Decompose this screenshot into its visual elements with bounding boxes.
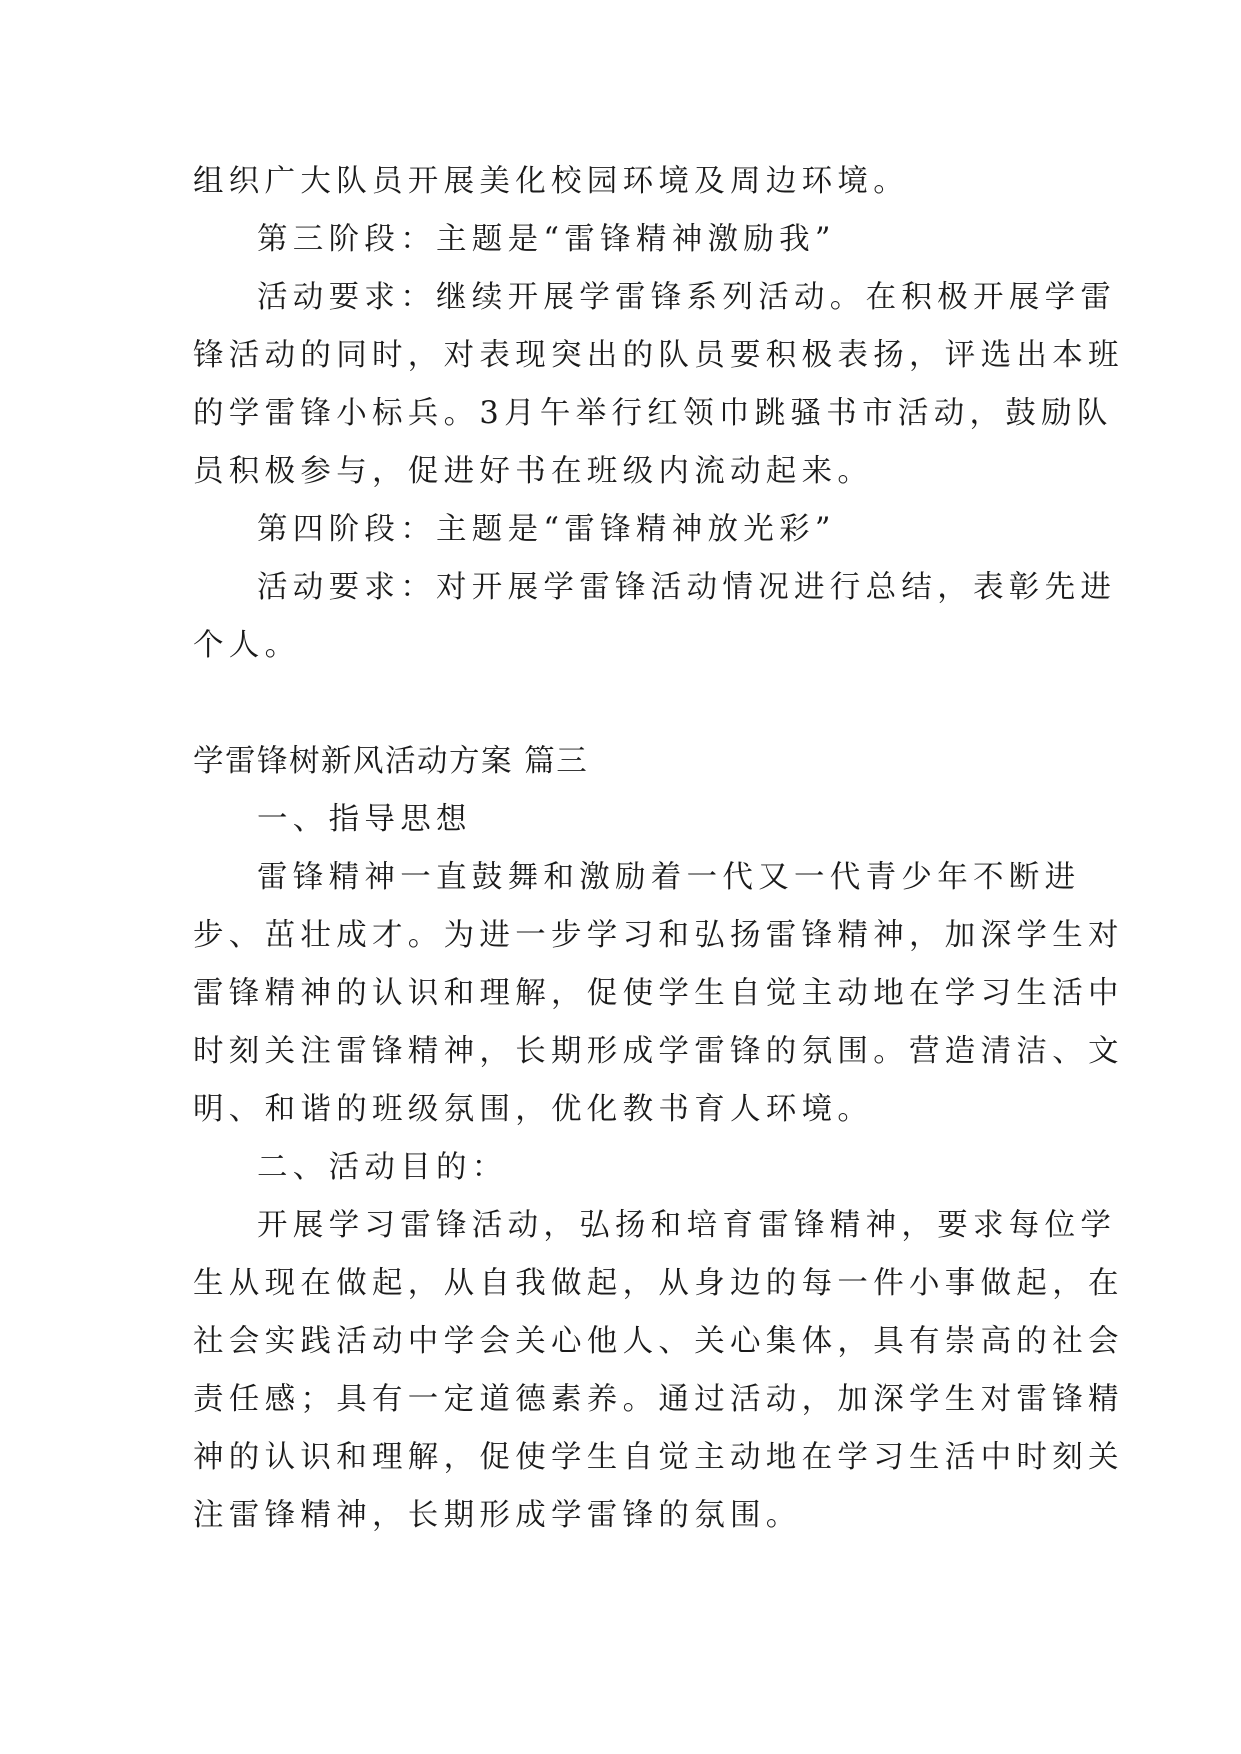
paragraph-line: 个人。 [193, 628, 301, 663]
paragraph-line: 注雷锋精神，长期形成学雷锋的氛围。 [193, 1498, 802, 1533]
paragraph-line: 活动要求：继续开展学雷锋系列活动。在积极开展学雷 [257, 280, 1117, 315]
paragraph-line: 神的认识和理解，促使学生自觉主动地在学习生活中时刻关 [193, 1440, 1124, 1475]
paragraph-line: 开展学习雷锋活动，弘扬和培育雷锋精神，要求每位学 [257, 1208, 1117, 1243]
paragraph-line: 社会实践活动中学会关心他人、关心集体，具有崇高的社会 [193, 1324, 1124, 1359]
activity-purpose-heading: 二、活动目的： [257, 1150, 508, 1185]
document-page [193, 153, 1124, 1545]
paragraph-line: 员积极参与，促进好书在班级内流动起来。 [193, 454, 874, 489]
paragraph-line: 组织广大队员开展美化校园环境及周边环境。 [193, 164, 909, 199]
paragraph-line: 步、茁壮成才。为进一步学习和弘扬雷锋精神，加深学生对 [193, 918, 1124, 953]
stage-three-heading: 第三阶段：主题是“雷锋精神激励我” [257, 222, 836, 257]
paragraph-line: 时刻关注雷锋精神，长期形成学雷锋的氛围。营造清洁、文 [193, 1034, 1124, 1069]
paragraph-line: 雷锋精神的认识和理解，促使学生自觉主动地在学习生活中 [193, 976, 1124, 1011]
paragraph-line: 锋活动的同时，对表现突出的队员要积极表扬，评选出本班 [193, 338, 1124, 373]
stage-four-heading: 第四阶段：主题是“雷锋精神放光彩” [257, 512, 836, 547]
guiding-ideology-heading: 一、指导思想 [257, 802, 472, 837]
paragraph-line: 责任感；具有一定道德素养。通过活动，加深学生对雷锋精 [193, 1382, 1124, 1417]
section-title: 学雷锋树新风活动方案 篇三 [193, 744, 589, 779]
paragraph-line: 雷锋精神一直鼓舞和激励着一代又一代青少年不断进 [257, 860, 1081, 895]
paragraph-line: 明、和谐的班级氛围，优化教书育人环境。 [193, 1092, 874, 1127]
paragraph-line: 生从现在做起，从自我做起，从身边的每一件小事做起，在 [193, 1266, 1124, 1301]
paragraph-line: 的学雷锋小标兵。3月午举行红领巾跳骚书市活动，鼓励队 [193, 396, 1113, 431]
paragraph-line: 活动要求：对开展学雷锋活动情况进行总结，表彰先进 [257, 570, 1117, 605]
